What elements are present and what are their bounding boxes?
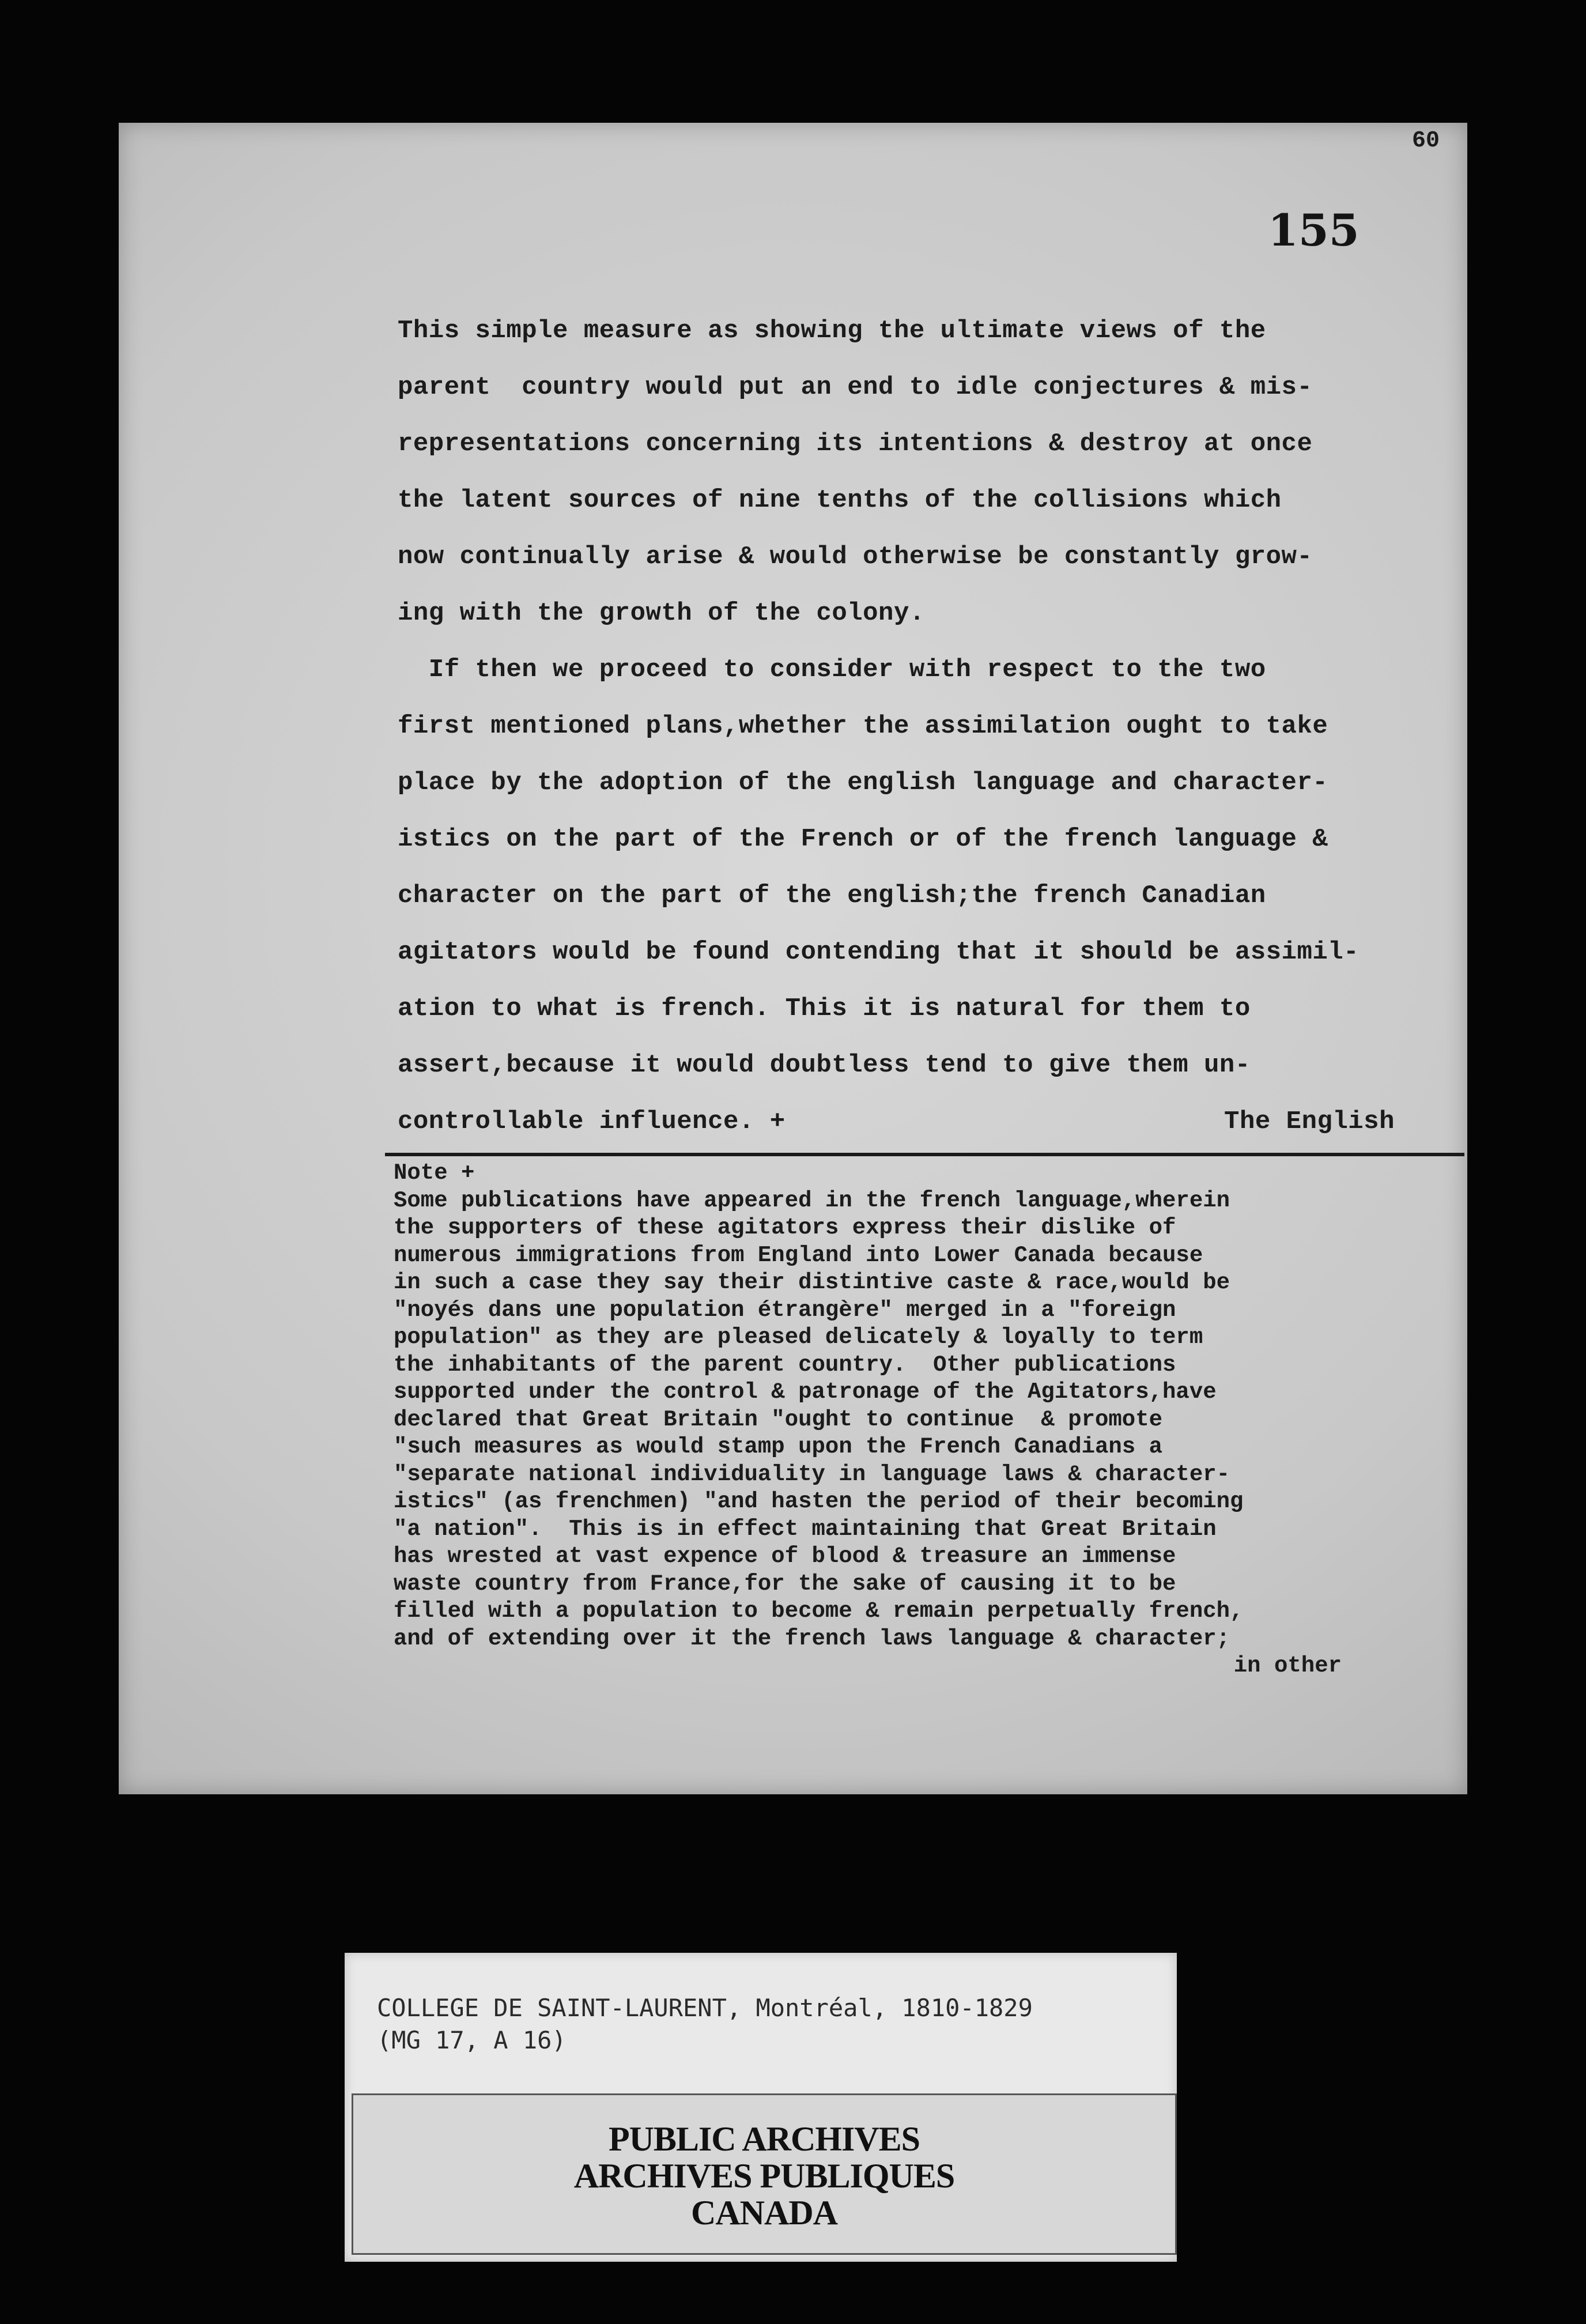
archive-label — [345, 1953, 1177, 2262]
text-line-final — [398, 1093, 1395, 1150]
note-line: in such a case they say their distintive caste & race,would be — [394, 1270, 1230, 1295]
text-line: representations concerning its intentions & destroy at once — [398, 429, 1313, 458]
text-line: now continually arise & would otherwise be constantly grow- — [398, 542, 1313, 571]
note-line: "noyés dans une population étrangère" merged in a "foreign — [394, 1297, 1176, 1323]
note-line: the supporters of these agitators express their dislike of — [394, 1215, 1176, 1240]
text-line-left: controllable influence. + — [398, 1107, 786, 1136]
text-line: character on the part of the english;the french Canadian — [398, 881, 1266, 910]
catalog-reference — [377, 1992, 1033, 2057]
text-line: assert,because it would doubtless tend to give them un- — [398, 1051, 1251, 1080]
note-line: istics" (as frenchmen) "and hasten the period of their becoming — [394, 1489, 1244, 1514]
note-line: has wrested at vast expence of blood & treasure an immense — [394, 1544, 1176, 1569]
stamp-line: PUBLIC ARCHIVES — [608, 2120, 920, 2158]
footnote — [394, 1160, 1466, 1680]
text-line: This simple measure as showing the ultimate views of the — [398, 316, 1266, 345]
note-line: supported under the control & patronage of the Agitators,have — [394, 1379, 1217, 1405]
catalog-line: (MG 17, A 16) — [377, 2026, 567, 2054]
text-line: place by the adoption of the english language and character- — [398, 768, 1328, 797]
text-line: parent country would put an end to idle conjectures & mis- — [398, 373, 1313, 402]
stamp-line: ARCHIVES PUBLIQUES — [573, 2157, 955, 2195]
folio-number: 60 — [1412, 128, 1440, 154]
note-line: filled with a population to become & remain perpetually french, — [394, 1598, 1244, 1624]
text-line: ation to what is french. This it is natural for them to — [398, 994, 1251, 1023]
catalog-line: COLLEGE DE SAINT-LAURENT, Montréal, 1810-1829 — [377, 1994, 1033, 2022]
text-line-right: The English — [1224, 1107, 1395, 1136]
archive-stamp — [352, 2093, 1177, 2255]
note-line: population" as they are pleased delicately & loyally to term — [394, 1325, 1203, 1350]
note-line: "a nation". This is in effect maintaining that Great Britain — [394, 1516, 1217, 1542]
note-line: "such measures as would stamp upon the French Canadians a — [394, 1434, 1163, 1459]
note-line: and of extending over it the french laws language & character; — [394, 1625, 1230, 1651]
note-line: waste country from France,for the sake of causing it to be — [394, 1571, 1176, 1597]
note-line: the inhabitants of the parent country. Other publications — [394, 1352, 1176, 1378]
note-line: numerous immigrations from England into Lower Canada because — [394, 1242, 1203, 1268]
note-continuation: in other — [1233, 1653, 1342, 1678]
text-line: agitators would be found contending that it should be assimil- — [398, 938, 1360, 967]
text-line: first mentioned plans,whether the assimilation ought to take — [398, 712, 1328, 741]
text-line: If then we proceed to consider with respect to the two — [398, 655, 1266, 684]
note-line: "separate national individuality in language laws & character- — [394, 1461, 1230, 1487]
text-line: the latent sources of nine tenths of the collisions which — [398, 486, 1282, 515]
note-line: Some publications have appeared in the french language,wherein — [394, 1187, 1230, 1213]
page-number: 155 — [1268, 205, 1360, 256]
stamp-line: CANADA — [691, 2194, 837, 2232]
footnote-divider — [385, 1153, 1464, 1156]
main-text — [398, 303, 1452, 1150]
note-line: declared that Great Britain "ought to continue & promote — [394, 1406, 1163, 1432]
text-line: istics on the part of the French or of the french language & — [398, 825, 1328, 854]
note-line: Note + — [394, 1160, 475, 1186]
text-line: ing with the growth of the colony. — [398, 599, 925, 628]
